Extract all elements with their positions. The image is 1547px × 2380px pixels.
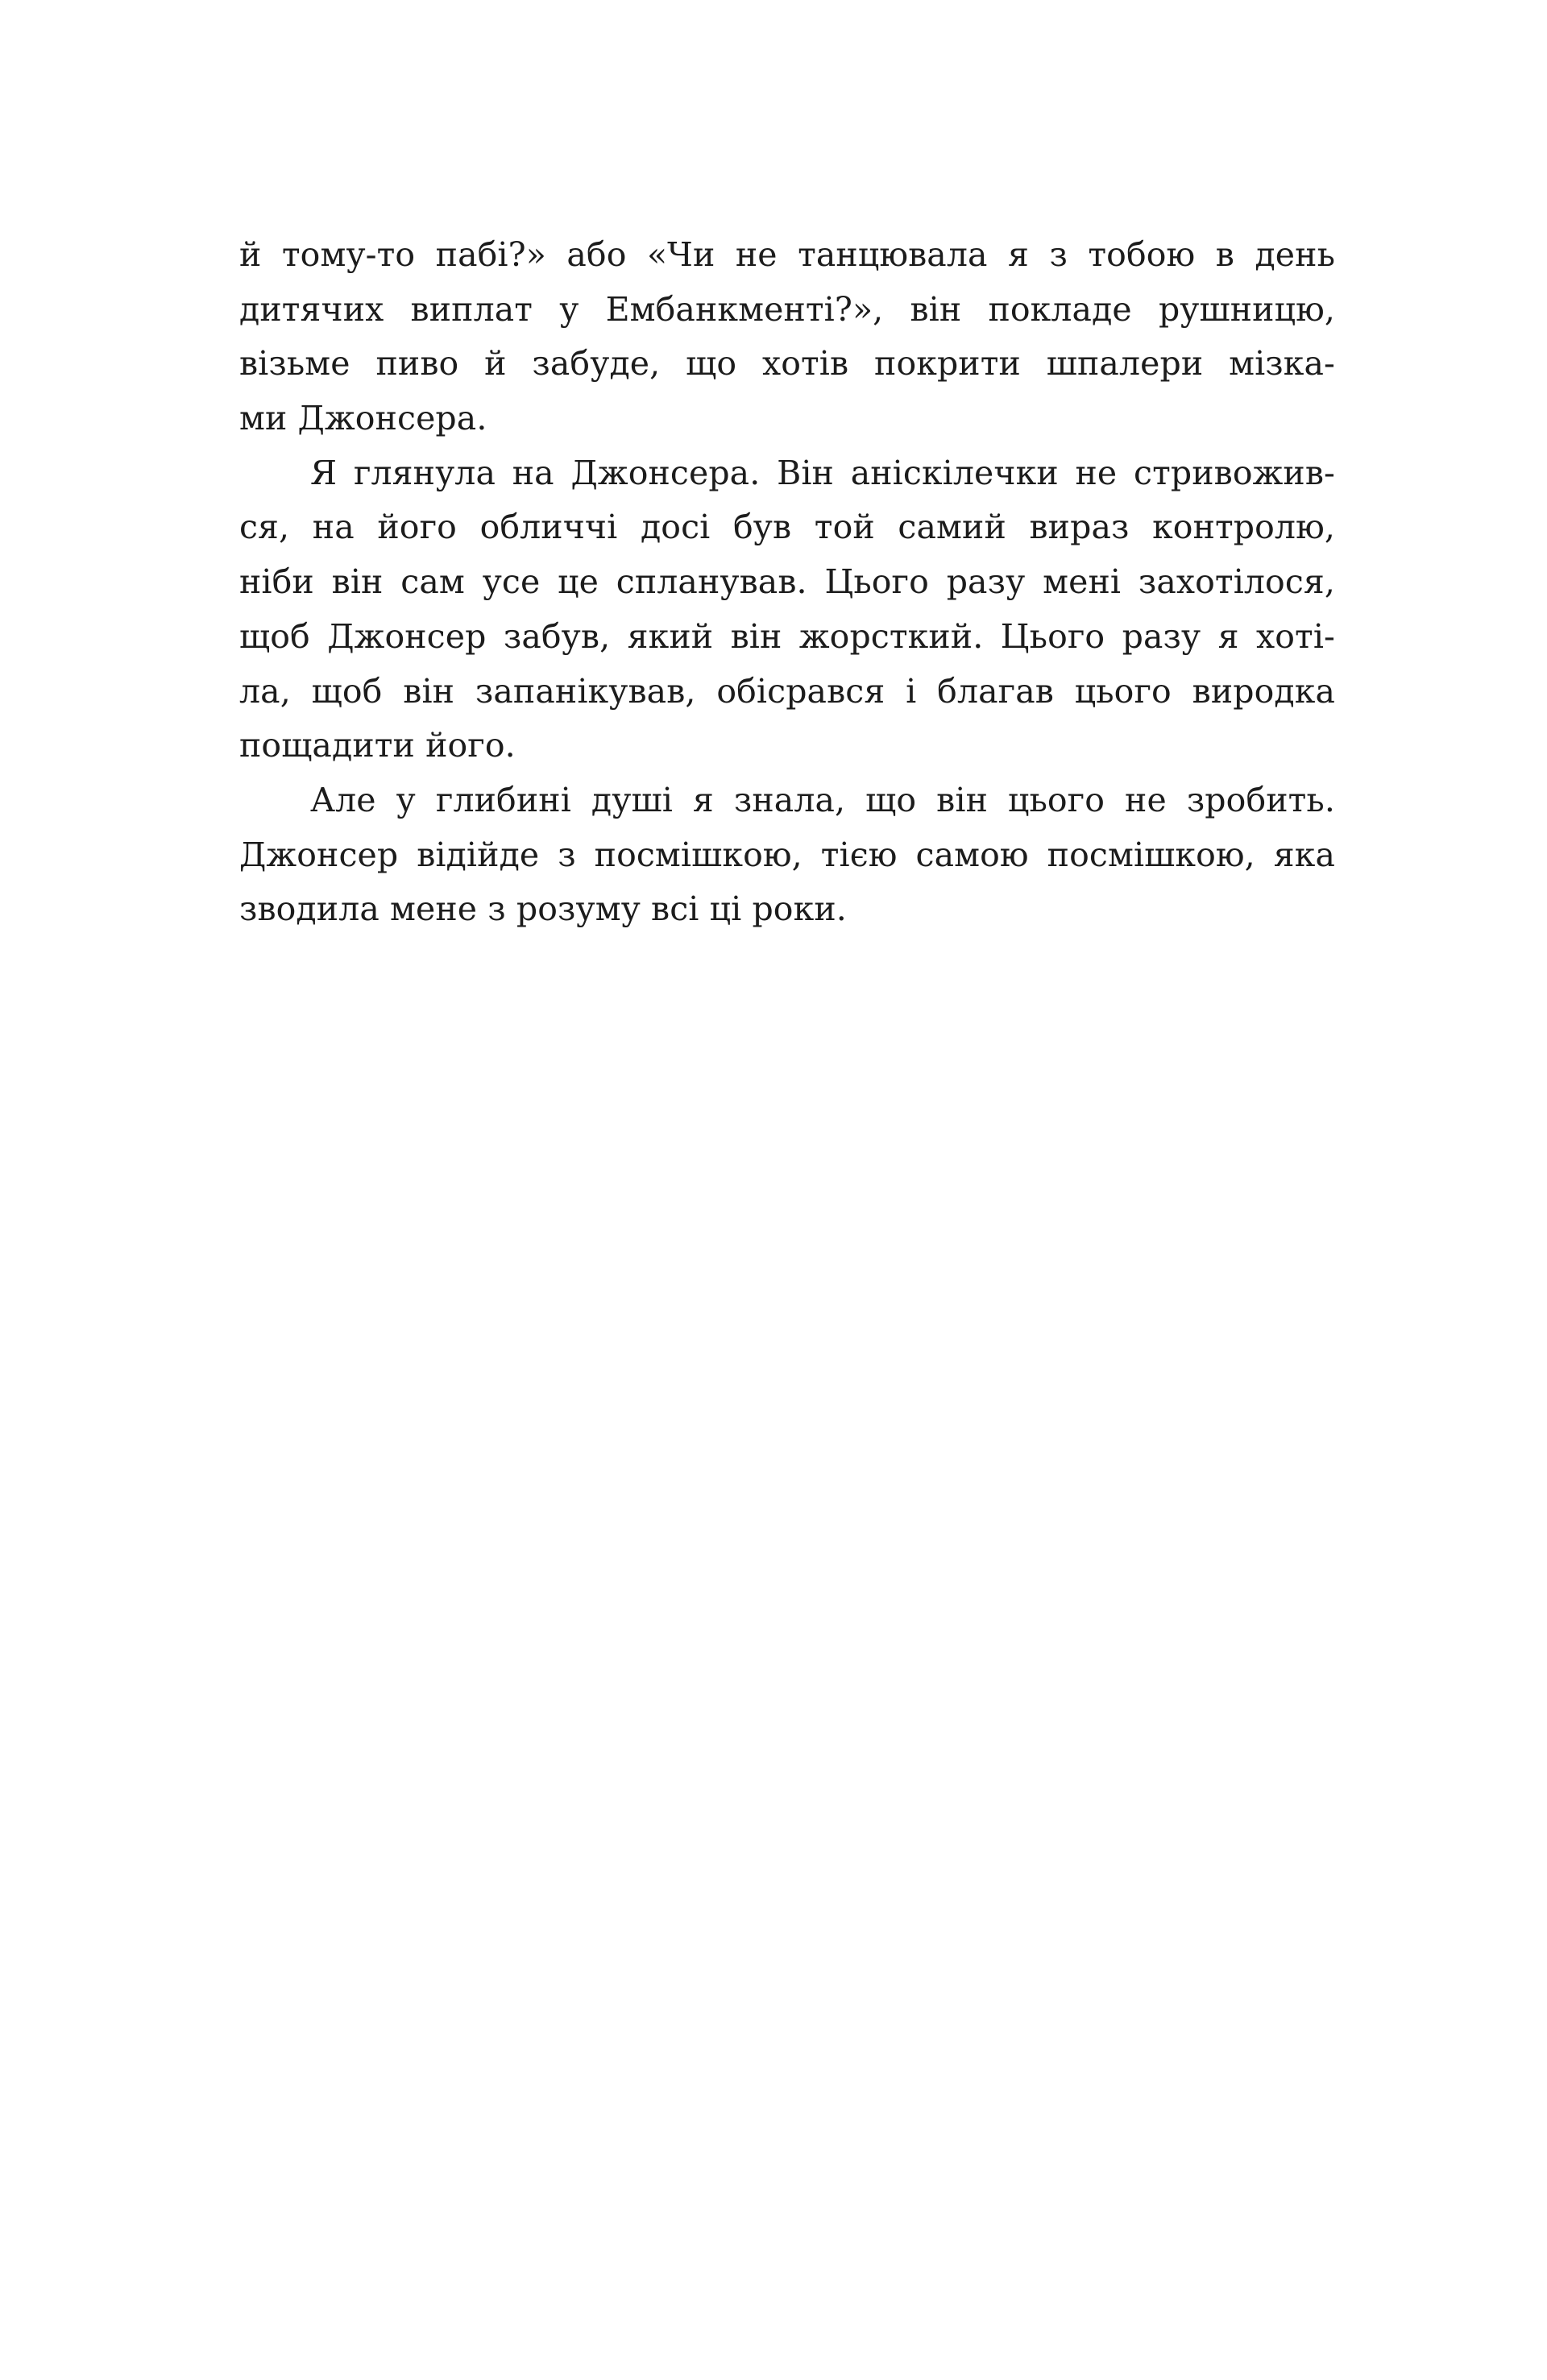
text-line: ся, на його обличчі досі був той самий вираз контролю, [239,508,1335,547]
text-line: ла, щоб він запанікував, обісрався і благав цього виродка [239,671,1335,711]
text-line: ми Джонсера. [239,399,487,438]
text-line: й тому-то пабі?» або «Чи не танцювала я з тобою в день [239,235,1335,274]
text-line: ніби він сам усе це спланував. Цього разу мені захотілося, [239,562,1335,602]
paragraph-2 [239,446,1335,773]
paragraph-3 [239,773,1335,937]
text-line: зводила мене з розуму всі ці роки. [239,889,847,929]
book-page-text [239,228,1335,937]
text-line: візьме пиво й забуде, що хотів покрити шпалери мізка- [239,344,1335,384]
text-line: Я глянула на Джонсера. Він аніскілечки не стривожив- [310,453,1335,492]
paragraph-1 [239,228,1335,446]
text-line: дитячих виплат у Ембанкменті?», він покладе рушницю, [239,289,1335,329]
text-line: щоб Джонсер забув, який він жорсткий. Цього разу я хоті- [239,616,1335,656]
text-line: пощадити його. [239,726,516,765]
text-line: Джонсер відійде з посмішкою, тією самою посмішкою, яка [239,835,1335,874]
text-line: Але у глибині душі я знала, що він цього не зробить. [310,780,1335,819]
